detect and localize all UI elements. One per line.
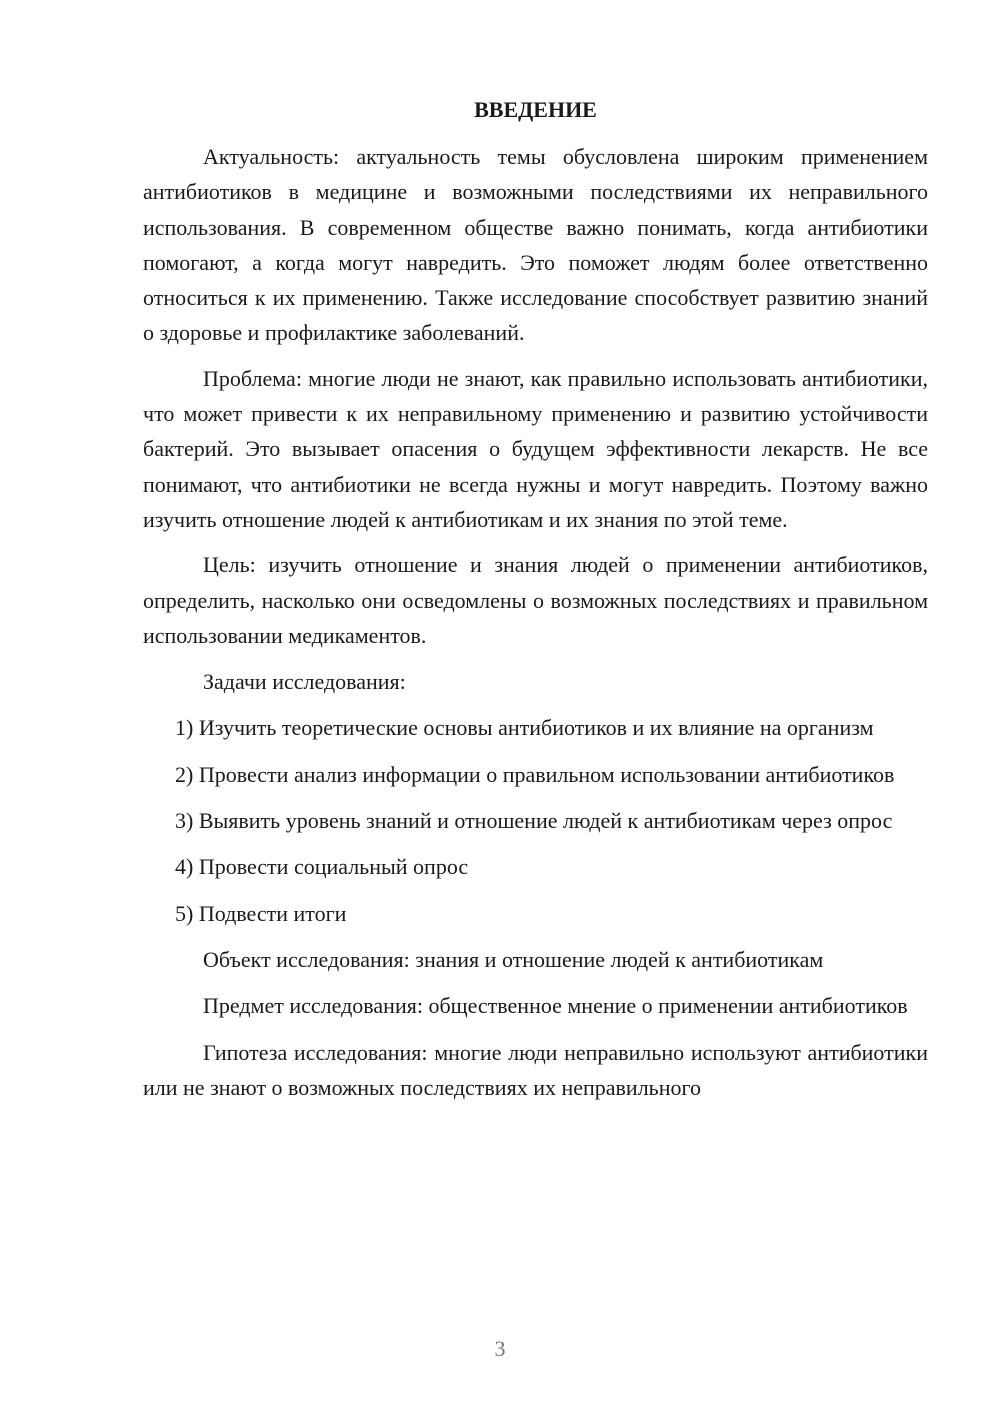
page-title: ВВЕДЕНИЕ [474, 97, 597, 122]
paragraph-object: Объект исследования: знания и отношение людей к антибиотикам [203, 946, 824, 972]
page-number: 3 [494, 1336, 506, 1361]
paragraph-goal: Цель: изучить отношение и знания людей о применении антибиотиков, определить, насколько они осведомлены о возможных последствиях и правильном использовании медикаментов. [143, 552, 928, 648]
paragraph-problem: Проблема: многие люди не знают, как правильно использовать антибиотики, что может привести к их неправильному применению и развитию устойчивости бактерий. Это вызывает опасения о будущем эффективности лекарств. Не все понимают, что антибиотики не всегда нужны и могут навредить. Поэтому важно изучить отношение людей к антибиотикам и их знания по этой теме. [143, 365, 928, 532]
document-body [143, 92, 928, 1105]
list-item: 4) Провести социальный опрос [175, 854, 469, 880]
list-item: 5) Подвести итоги [175, 900, 347, 926]
paragraph-relevance: Актуальность: актуальность темы обусловлена широким применением антибиотиков в медицине и возможными последствиями их неправильного использования. В современном обществе важно понимать, когда антибиотики помогают, а когда могут навредить. Это поможет людям более ответственно относиться к их применению. Также исследование способствует развитию знаний о здоровье и профилактике заболеваний. [143, 144, 928, 346]
list-item: 2) Провести анализ информации о правильном использовании антибиотиков [175, 761, 895, 787]
paragraph-hypothesis: Гипотеза исследования: многие люди неправильно используют антибиотики или не знают о возможных последствиях их неправильного [143, 1039, 928, 1100]
tasks-title: Задачи исследования: [203, 669, 406, 695]
list-item: 1) Изучить теоретические основы антибиотиков и их влияние на организм [175, 715, 874, 741]
list-item: 3) Выявить уровень знаний и отношение людей к антибиотикам через опрос [175, 808, 893, 834]
paragraph-subject: Предмет исследования: общественное мнение о применении антибиотиков [203, 993, 908, 1019]
